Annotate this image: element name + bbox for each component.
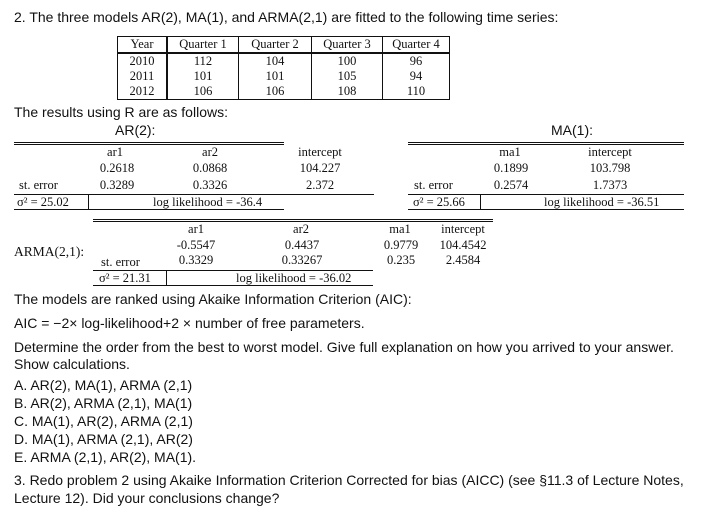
- header-year: Year: [118, 37, 168, 54]
- table-cell: 2012: [118, 84, 168, 100]
- arma-coef-intercept: 104.4542: [439, 238, 487, 252]
- ar2-se-label: st. error: [19, 178, 58, 192]
- option-e: E. ARMA (2,1), AR(2), MA(1).: [14, 449, 197, 465]
- arma-sigma: σ² = 21.31: [99, 271, 151, 285]
- table-cell: 2011: [118, 69, 168, 84]
- question-3-line1: 3. Redo problem 2 using Akaike Information Criterion Corrected for bias (AICC) (see §11.3 of Lecture Notes,: [14, 472, 684, 488]
- ma1-header-ma1: ma1: [499, 145, 521, 159]
- arma-header-ma1: ma1: [389, 222, 411, 236]
- table-cell: 100: [312, 53, 383, 69]
- arma-coef-ma1: 0.9779: [383, 238, 419, 252]
- table-cell: 108: [312, 84, 383, 100]
- ma1-se-intercept: 1.7373: [592, 178, 628, 192]
- ar2-sigma: σ² = 25.02: [17, 195, 69, 209]
- time-series-table: [117, 36, 450, 100]
- arma-se-label: st. error: [101, 255, 140, 269]
- arma-title: ARMA(2,1):: [14, 244, 85, 259]
- ma1-sigma: σ² = 25.66: [413, 195, 465, 209]
- aic-formula: AIC = −2× log-likelihood+2 × number of free parameters.: [14, 315, 365, 331]
- show-calculations: Show calculations.: [14, 356, 130, 372]
- table-cell: 106: [239, 84, 312, 100]
- table-cell: 110: [383, 84, 450, 100]
- header-q3: Quarter 3: [312, 37, 383, 54]
- ar2-se-ar2: 0.3326: [192, 178, 228, 192]
- ar2-se-intercept: 2.372: [305, 178, 335, 192]
- arma-se-ar1: 0.3329: [178, 253, 214, 267]
- header-q1: Quarter 1: [167, 37, 239, 54]
- ma1-se-label: st. error: [414, 178, 453, 192]
- arma-coef-ar1: -0.5547: [176, 238, 216, 252]
- ar2-header-ar2: ar2: [202, 145, 218, 159]
- arma-se-ar2: 0.33267: [281, 253, 323, 267]
- arma-header-ar2: ar2: [293, 222, 309, 236]
- option-a: A. AR(2), MA(1), ARMA (2,1): [14, 377, 193, 393]
- arma-header-intercept: intercept: [441, 222, 485, 236]
- ar2-coef-intercept: 104.227: [299, 161, 341, 175]
- arma-se-intercept: 2.4584: [445, 253, 481, 267]
- table-cell: 104: [239, 53, 312, 69]
- ar2-coef-ar2: 0.0868: [192, 161, 228, 175]
- ma1-loglik: log likelihood = -36.51: [544, 195, 660, 209]
- option-b: B. AR(2), ARMA (2,1), MA(1): [14, 395, 193, 411]
- arma-coef-ar2: 0.4437: [284, 238, 320, 252]
- question-2-text: 2. The three models AR(2), MA(1), and ARMA(2,1) are fitted to the following time series:: [14, 9, 559, 25]
- instructions: Determine the order from the best to worst model. Give full explanation on how you arrived to your answer.: [14, 339, 674, 355]
- ar2-loglik: log likelihood = -36.4: [153, 195, 263, 209]
- arma-se-ma1: 0.235: [386, 253, 416, 267]
- ma1-coef-ma1: 0.1899: [493, 161, 529, 175]
- table-cell: 101: [167, 69, 239, 84]
- table-cell: 105: [312, 69, 383, 84]
- table-cell: 101: [239, 69, 312, 84]
- header-q2: Quarter 2: [239, 37, 312, 54]
- ma1-se-ma1: 0.2574: [493, 178, 529, 192]
- results-intro: The results using R are as follows:: [14, 104, 228, 120]
- table-cell: 2010: [118, 53, 168, 69]
- table-cell: 112: [167, 53, 239, 69]
- ar2-header-ar1: ar1: [107, 145, 123, 159]
- ma1-coef-intercept: 103.798: [589, 161, 631, 175]
- question-3-line2: Lecture 12). Did your conclusions change?: [14, 490, 280, 506]
- table-cell: 94: [383, 69, 450, 84]
- ar2-coef-ar1: 0.2618: [99, 161, 135, 175]
- ar2-title: AR(2):: [115, 122, 156, 138]
- option-c: C. MA(1), AR(2), ARMA (2,1): [14, 413, 193, 429]
- table-cell: 96: [383, 53, 450, 69]
- option-d: D. MA(1), ARMA (2,1), AR(2): [14, 431, 193, 447]
- ma1-header-intercept: intercept: [588, 145, 632, 159]
- ma1-title: MA(1):: [551, 122, 593, 138]
- header-q4: Quarter 4: [383, 37, 450, 54]
- ar2-se-ar1: 0.3289: [99, 178, 135, 192]
- ar2-header-intercept: intercept: [298, 145, 342, 159]
- arma-loglik: log likelihood = -36.02: [236, 271, 352, 285]
- table-cell: 106: [167, 84, 239, 100]
- aic-intro: The models are ranked using Akaike Information Criterion (AIC):: [14, 291, 412, 307]
- arma-header-ar1: ar1: [188, 222, 204, 236]
